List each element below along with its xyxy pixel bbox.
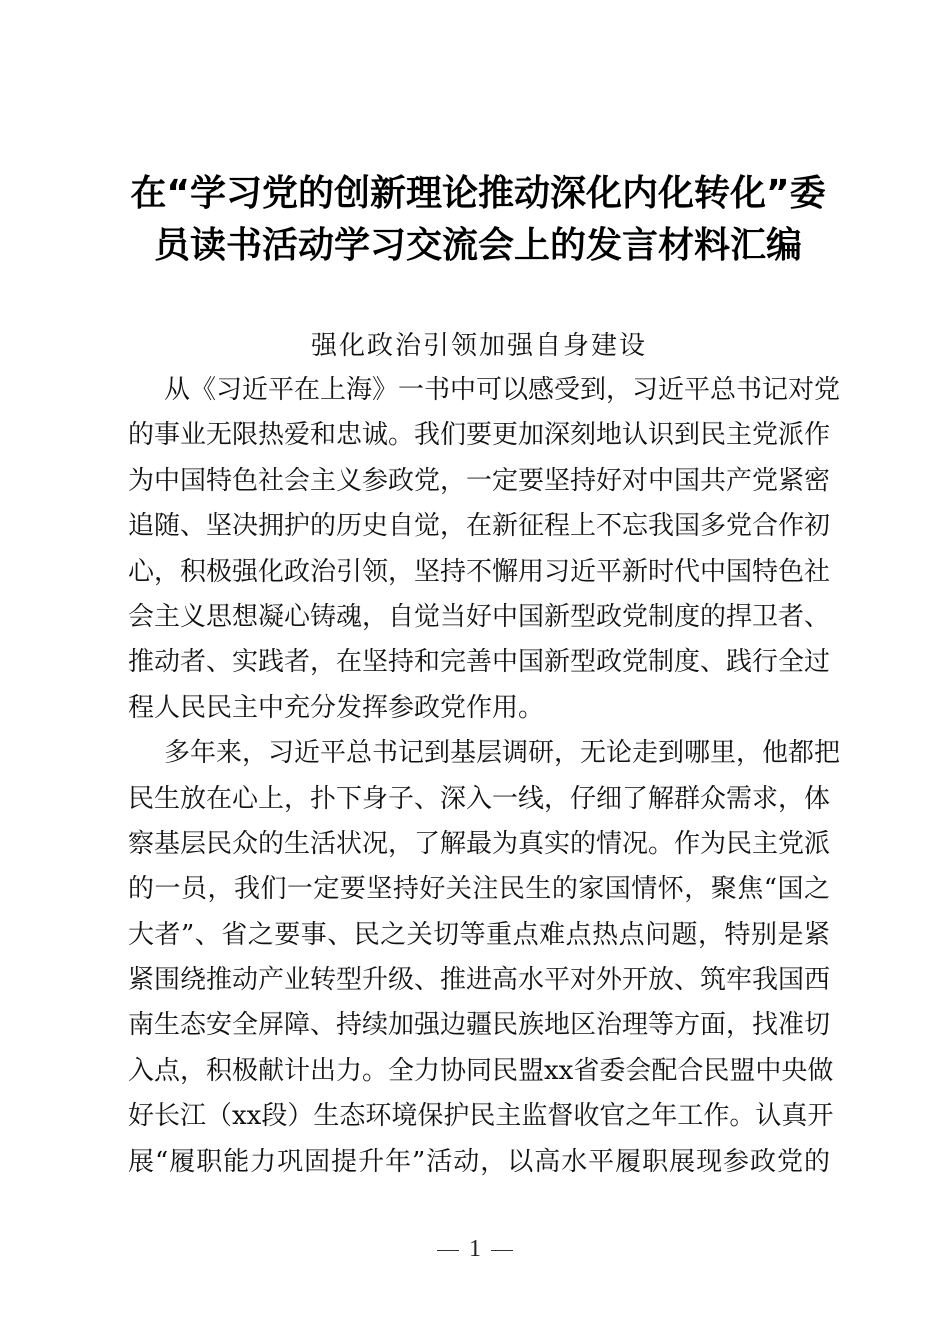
text-line: 的事业无限热爱和忠诚。我们要更加深刻地认识到民主党派作 (128, 420, 831, 451)
text-line: 从《习近平在上海》一书中可以感受到，习近平总书记对党 (164, 375, 841, 405)
text-line: 南生态安全屏障、持续加强边疆民族地区治理等方面，找准切 (128, 1010, 831, 1041)
text-line: 的一员，我们一定要坚持好关注民生的家国情怀，聚焦“国之 (128, 874, 830, 905)
text-line: 为中国特色社会主义参政党，一定要坚持好对中国共产党紧密 (128, 465, 831, 496)
text-line: 察基层民众的生活状况，了解最为真实的情况。作为民主党派 (128, 828, 831, 859)
text-line: 好长江（xx段）生态环境保护民主监督收官之年工作。认真开 (128, 1101, 834, 1132)
title-line-1: 在“学习党的创新理论推动深化内化转化”委 (130, 173, 826, 214)
page-footer (0, 1236, 950, 1263)
paragraph-2 (128, 731, 841, 1185)
text-line: 多年来，习近平总书记到基层调研，无论走到哪里，他都把 (164, 738, 841, 769)
text-line: 大者”、省之要事、民之关切等重点难点热点问题，特别是紧 (128, 919, 830, 950)
text-line: 追随、坚决拥护的历史自觉，在新征程上不忘我国多党合作初 (128, 511, 831, 542)
text-line: 民生放在心上，扑下身子、深入一线，仔细了解群众需求，体 (128, 783, 831, 814)
title-line-2: 员读书活动学习交流会上的发言材料汇编 (153, 225, 802, 266)
dash-left-icon (437, 1250, 459, 1251)
text-line: 展“履职能力巩固提升年”活动，以高水平履职展现参政党的 (128, 1146, 830, 1177)
text-line: 推动者、实践者，在坚持和完善中国新型政党制度、践行全过 (128, 647, 831, 678)
document-title (118, 168, 838, 272)
document-body (128, 368, 841, 1185)
text-line: 紧围绕推动产业转型升级、推进高水平对外开放、筑牢我国西 (128, 965, 831, 996)
text-line: 程人民民主中充分发挥参政党作用。 (128, 692, 545, 723)
text-line: 入点，积极献计出力。全力协同民盟xx省委会配合民盟中央做 (128, 1055, 834, 1086)
page-number: 1 (469, 1236, 481, 1262)
dash-right-icon (491, 1250, 513, 1251)
text-line: 心，积极强化政治引领，坚持不懈用习近平新时代中国特色社 (128, 556, 831, 587)
section-heading: 强化政治引领加强自身建设 (310, 331, 647, 361)
paragraph-1 (128, 368, 841, 731)
text-line: 会主义思想凝心铸魂，自觉当好中国新型政党制度的捍卫者、 (128, 601, 831, 632)
